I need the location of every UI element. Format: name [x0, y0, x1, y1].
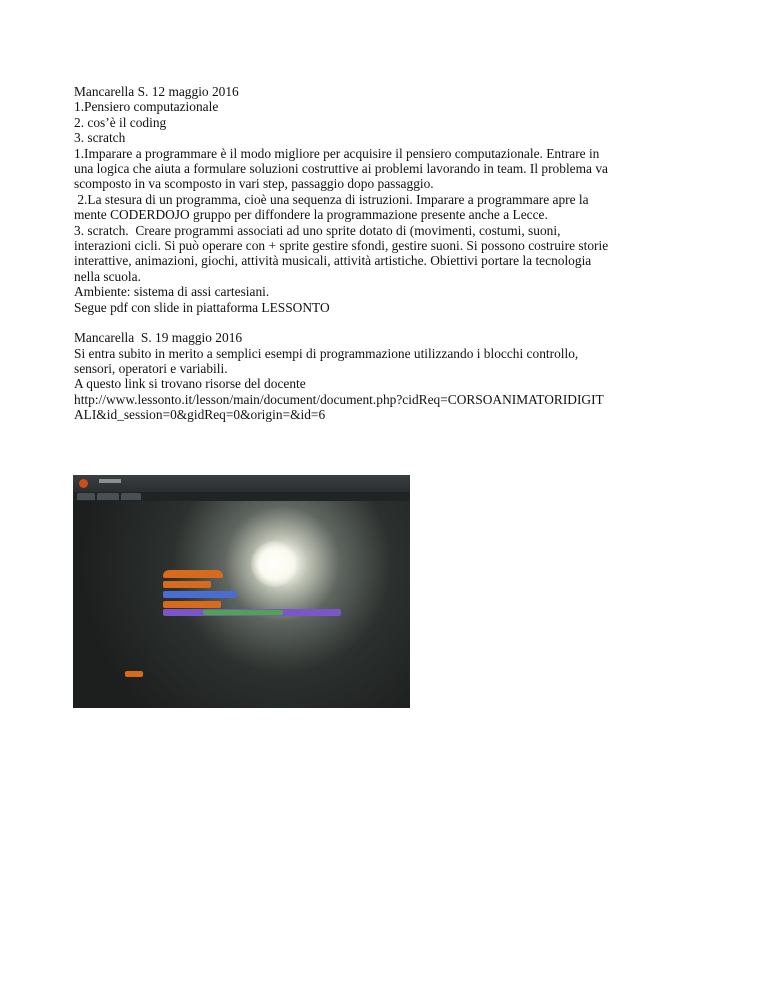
paragraph-line: interattive, animazioni, giochi, attività musicali, attività artistiche. Obiettivi portare la tecnologia [74, 253, 592, 269]
editor-title-bar [99, 479, 121, 483]
scratch-editor-photo [73, 475, 410, 708]
paragraph-gap [74, 315, 714, 330]
section-19-maggio [74, 330, 714, 422]
orange-block [163, 601, 221, 608]
list-item-pensiero: 1.Pensiero computazionale [74, 99, 219, 115]
blue-block [163, 591, 237, 598]
heading-19-maggio: Mancarella S. 19 maggio 2016 [74, 330, 243, 346]
editor-tab [121, 493, 141, 500]
paragraph-line: una logica che aiuta a formulare soluzioni costruttive ai problemi lavorando in team. Il problema va [74, 161, 608, 177]
editor-tab [97, 493, 119, 500]
paragraph-line: interazioni cicli. Si può operare con + sprite gestire sfondi, gestire suoni. Si possono costruire storie [74, 238, 609, 254]
list-item-scratch: 3. scratch [74, 130, 126, 146]
paragraph-line: mente CODERDOJO gruppo per diffondere la programmazione presente anche a Lecce. [74, 207, 548, 223]
paragraph-line: 1.Imparare a programmare è il modo migliore per acquisire il pensiero computazionale. Entrare in [74, 145, 600, 161]
list-item-coding: 2. cos’è il coding [74, 114, 167, 130]
paragraph-line: Segue pdf con slide in piattaforma LESSONTO [74, 299, 330, 315]
paragraph-line: 3. scratch. Creare programmi associati ad uno sprite dotato di (movimenti, costumi, suoni, [74, 222, 561, 238]
document-body [74, 84, 714, 423]
scratch-logo-icon [79, 479, 88, 488]
editor-topbar [73, 475, 410, 492]
paragraph-line: Ambiente: sistema di assi cartesiani. [74, 284, 270, 300]
paragraph-line: 2.La stesura di un programma, cioè una sequenza di istruzioni. Imparare a programmare apre la [74, 191, 589, 207]
paragraph-line: scomposto in va scomposto in vari step, passaggio dopo passaggio. [74, 176, 434, 192]
heading-12-maggio: Mancarella S. 12 maggio 2016 [74, 84, 239, 99]
editor-tabs [73, 492, 410, 501]
screen-glare [251, 541, 297, 587]
paragraph-line: nella scuola. [74, 268, 141, 284]
resource-link[interactable]: http://www.lessonto.it/lesson/main/document/document.php?cidReq=CORSOANIMATORIDIGIT [74, 391, 604, 407]
green-operator-block [203, 610, 283, 615]
paragraph-line: A questo link si trovano risorse del docente [74, 376, 306, 392]
resource-link-continued[interactable]: ALI&id_session=0&gidReq=0&origin=&id=6 [74, 407, 326, 423]
orange-block [125, 671, 143, 677]
paragraph-line: sensori, operatori e variabili. [74, 360, 228, 376]
editor-tab [77, 493, 95, 500]
orange-block [163, 581, 211, 588]
paragraph-line: Si entra subito in merito a semplici esempi di programmazione utilizzando i blocchi controllo, [74, 345, 579, 361]
hat-block [163, 570, 223, 578]
section-12-maggio [74, 84, 714, 315]
